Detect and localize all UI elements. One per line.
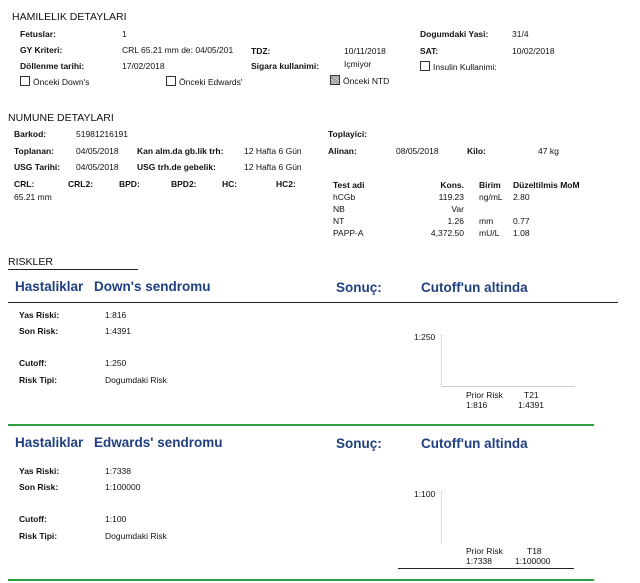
cutoff-value: 1:100 [105,514,127,524]
usg-gebelik-label: USG trh.de gebelik: [137,162,216,172]
test-adi: NT [333,216,345,226]
crl-label: CRL: [14,179,35,189]
chart-cutoff-label: 1:250 [414,332,436,342]
kilo-label: Kilo: [467,146,486,156]
barkod-label: Barkod: [14,129,47,139]
legend-code-value: 1:100000 [515,556,551,566]
checkbox-icon [330,75,340,85]
test-adi: hCGb [333,192,356,202]
sigara-label: Sigara kullanimi: [251,61,320,71]
sonuc-value: Cutoff'un altinda [421,436,528,451]
legend-code-value: 1:4391 [518,400,544,410]
barkod-value: 51981216191 [76,129,129,139]
sonuc-label: Sonuç: [336,436,382,451]
usg-tarihi-label: USG Tarihi: [14,162,61,172]
yas-riski-value: 1:816 [105,310,127,320]
checkbox-icon [20,76,30,86]
test-kons: 4,372.50 [430,228,464,238]
alinan-value: 08/05/2018 [396,146,439,156]
sample-section-heading: NUMUNE DETAYLARI [8,112,114,124]
onceki-edwards-label: Önceki Edwards' [179,77,243,87]
toplanan-value: 04/05/2018 [76,146,119,156]
dogumdaki-yasi-value: 31/4 [512,29,529,39]
son-risk-value: 1:100000 [105,482,141,492]
test-mom: 1.08 [513,228,530,238]
legend-prior-value: 1:816 [466,400,488,410]
sat-label: SAT: [420,46,439,56]
legend-prior-value: 1:7338 [466,556,492,566]
test-adi: NB [333,204,345,214]
risks-heading-underline [8,269,138,270]
yas-riski-label: Yas Riski: [19,466,60,476]
test-kons: 1.26 [447,216,464,226]
legend-code: T18 [527,546,542,556]
insulin-checkbox[interactable] [420,61,497,72]
crl-value: 65.21 mm [14,192,52,202]
test-adi: PAPP-A [333,228,364,238]
test-birim: ng/mL [479,192,503,202]
panel-divider [8,424,594,426]
son-risk-value: 1:4391 [105,326,131,336]
onceki-downs-checkbox[interactable] [20,76,89,87]
panel-header-rule [8,302,618,303]
cutoff-label: Cutoff: [19,514,47,524]
kan-alm-label: Kan alm.da gb.lik trh: [137,146,224,156]
sigara-value: Içmiyor [344,59,372,69]
legend-prior: Prior Risk [466,390,503,400]
kilo-value: 47 kg [538,146,559,156]
cutoff-label: Cutoff: [19,358,47,368]
risks-section-heading: RISKLER [8,256,53,268]
son-risk-label: Son Risk: [19,482,59,492]
legend-prior: Prior Risk [466,546,503,556]
yas-riski-value: 1:7338 [105,466,131,476]
gy-kriteri-value: CRL 65.21 mm de: 04/05/201 [122,45,234,55]
fetuslar-value: 1 [122,29,127,39]
onceki-ntd-label: Önceki NTD [343,76,390,86]
cutoff-value: 1:250 [105,358,127,368]
checkbox-icon [166,76,176,86]
test-header-adi: Test adi [333,180,365,190]
sonuc-label: Sonuç: [336,280,382,295]
dogumdaki-yasi-label: Dogumdaki Yasi: [420,29,489,39]
test-kons: Var [451,204,464,214]
hc2-label: HC2: [276,179,296,189]
risk-tipi-label: Risk Tipi: [19,531,58,541]
kan-alm-value: 12 Hafta 6 Gün [244,146,302,156]
dollenme-label: Döllenme tarihi: [20,61,85,71]
tdz-value: 10/11/2018 [344,46,386,56]
chart-axis [441,335,442,387]
test-birim: mm [479,216,494,226]
yas-riski-label: Yas Riski: [19,310,60,320]
test-header-kons: Kons. [440,180,464,190]
son-risk-label: Son Risk: [19,326,59,336]
usg-tarihi-value: 04/05/2018 [76,162,119,172]
chart-axis [441,492,442,543]
test-header-birim: Birim [479,180,501,190]
risk-tipi-value: Dogumdaki Risk [105,531,167,541]
usg-gebelik-value: 12 Hafta 6 Gün [244,162,302,172]
test-birim: mU/L [479,228,500,238]
legend-code: T21 [524,390,539,400]
chart-baseline [441,386,575,387]
toplayici-label: Toplayici: [328,129,368,139]
checkbox-icon [420,61,430,71]
hastaliklar-label: Hastaliklar [15,279,84,294]
test-kons: 119.23 [438,192,464,202]
pregnancy-section-heading: HAMILELIK DETAYLARI [12,11,127,23]
dollenme-value: 17/02/2018 [122,61,165,71]
crl2-label: CRL2: [68,179,94,189]
gy-kriteri-label: GY Kriteri: [20,45,63,55]
bpd2-label: BPD2: [171,179,197,189]
bpd-label: BPD: [119,179,140,189]
onceki-downs-label: Önceki Down's [33,77,90,87]
chart-cutoff-label: 1:100 [414,489,436,499]
sonuc-value: Cutoff'un altinda [421,280,528,295]
disease-name: Down's sendromu [94,279,211,294]
hastaliklar-label: Hastaliklar [15,435,84,450]
insulin-label: Insulin Kullanimi: [433,62,497,72]
fetuslar-label: Fetuslar: [20,29,56,39]
onceki-edwards-checkbox[interactable] [166,76,243,87]
hc-label: HC: [222,179,238,189]
toplanan-label: Toplanan: [14,146,54,156]
alinan-label: Alinan: [328,146,357,156]
risk-tipi-value: Dogumdaki Risk [105,375,167,385]
onceki-ntd-checkbox[interactable] [330,75,389,86]
sat-value: 10/02/2018 [512,46,555,56]
test-mom: 0.77 [513,216,530,226]
test-mom: 2.80 [513,192,530,202]
chart-underline [398,568,574,569]
disease-name: Edwards' sendromu [94,435,223,450]
risk-tipi-label: Risk Tipi: [19,375,58,385]
test-header-mom: Düzeltilmis MoM [513,180,580,190]
tdz-label: TDZ: [251,46,271,56]
panel-divider [8,579,594,581]
